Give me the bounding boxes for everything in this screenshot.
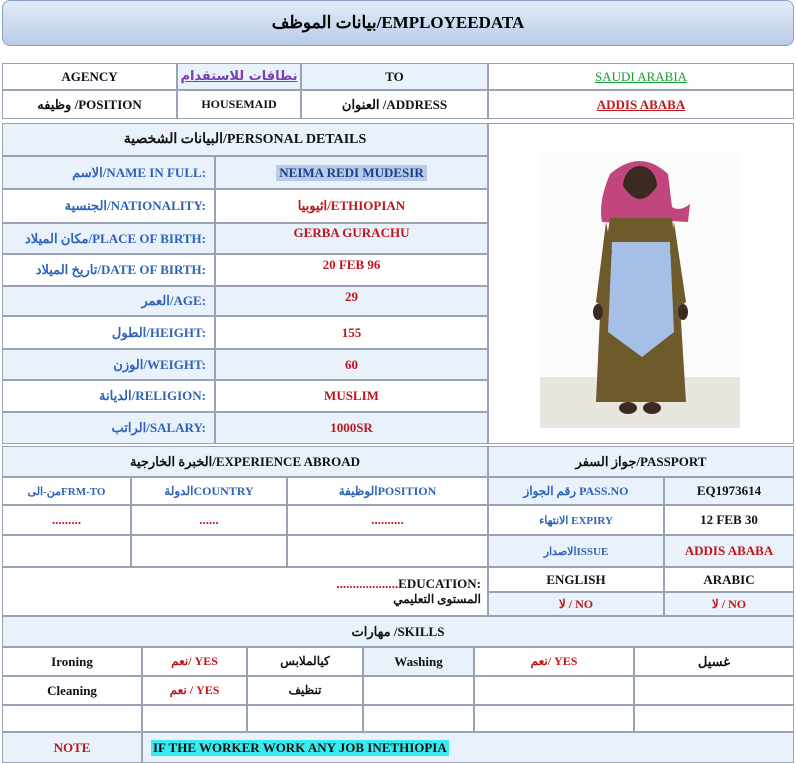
height-value-cell [215,316,488,349]
english-label-cell [488,567,664,592]
note-text-cell [142,732,794,763]
ironing-ar-cell [247,647,363,676]
issue-label: الاصدارISSUE [543,545,609,558]
height-label-cell [2,316,215,349]
ironing-ar: كيالملابس [280,654,330,668]
skills-title: مهارات /SKILLS [351,623,445,639]
arabic-value: لا / NO [711,596,747,611]
agency-label-cell [2,63,177,90]
note-label: NOTE [53,739,91,755]
birthdate-label: تاريخ الميلاد/DATE OF BIRTH: [35,262,206,277]
skills-empty-4 [2,705,142,732]
age-value-cell [215,286,488,316]
to-value-cell [488,63,794,90]
pass-no-label-cell [488,477,664,505]
worker-photo [540,152,740,428]
position-label: وظيفه /POSITION [37,96,142,112]
salary-value: 1000SR [330,420,373,435]
age-value: 29 [345,289,358,304]
age-label-cell [2,286,215,316]
expiry-value: 12 FEB 30 [700,512,758,527]
nationality-value-cell [215,189,488,223]
salary-label: الراتب/SALARY: [111,420,206,435]
exp-empty-1 [2,535,131,567]
cleaning-ar-cell [247,676,363,705]
washing-label-cell [363,647,474,676]
skills-header [2,616,794,647]
birthplace-label-cell [2,223,215,254]
weight-value-cell [215,349,488,380]
salary-value-cell [215,412,488,444]
address-label: العنوان /ADDRESS [341,96,448,112]
issue-value: ADDIS ABABA [684,543,774,558]
position-label-cell [2,90,177,119]
age-label: العمر/AGE: [141,293,206,308]
issue-value-cell [664,535,794,567]
exp-col-fromto-label: من-الىFRM-TO [27,485,106,498]
pass-no-value: EQ1973614 [696,483,762,498]
skills-empty-7 [363,705,474,732]
english-label: ENGLISH [546,571,606,587]
birthplace-value-cell [215,223,488,254]
education-label: EDUCATION: [398,576,481,591]
ironing-label-cell [2,647,142,676]
address-label-cell [301,90,488,119]
pass-no-value-cell [664,477,794,505]
english-value-cell [488,592,664,616]
ironing-label: Ironing [51,653,93,669]
exp-col-fromto [2,477,131,505]
birthdate-value-cell [215,254,488,286]
personal-details-header [2,123,488,156]
exp-empty-2 [131,535,287,567]
skills-empty-8 [474,705,634,732]
exp-empty-3 [287,535,488,567]
religion-label: الديانة/RELIGION: [99,388,206,403]
photo-frame [488,123,794,444]
religion-label-cell [2,380,215,412]
washing-ar-cell [634,647,794,676]
nationality-label: الجنسية/NATIONALITY: [64,198,206,213]
agency-label: AGENCY [61,68,118,84]
personal-details-title: البيانات الشخصية/PERSONAL DETAILS [123,132,367,147]
position-value: HOUSEMAID [201,97,277,111]
cleaning-label: Cleaning [47,682,97,698]
arabic-label-cell [664,567,794,592]
issue-label-cell [488,535,664,567]
exp-blank-fromto-text: ......... [51,512,82,527]
agency-value-cell [177,63,301,90]
education-cell [2,567,488,616]
note-text: IF THE WORKER WORK ANY JOB INETHIOPIA [153,739,447,755]
address-value: ADDIS ABABA [596,96,686,112]
exp-col-country [131,477,287,505]
page-title: بيانات الموظف/EMPLOYEEDATA [271,13,525,32]
passport-header [488,446,794,477]
skills-empty-1 [363,676,474,705]
pass-no-label: رقم الجواز PASS.NO [523,483,629,498]
address-value-cell [488,90,794,119]
to-label: TO [385,68,404,84]
arabic-value-cell [664,592,794,616]
religion-value: MUSLIM [324,388,379,403]
washing-value: نعم/ YES [530,654,578,668]
title-bar [2,0,794,46]
washing-value-cell [474,647,634,676]
weight-value: 60 [345,356,358,372]
exp-blank-fromto [2,505,131,535]
skills-empty-3 [634,676,794,705]
education-dots: ................... [336,576,399,591]
exp-blank-country-text: ...... [199,512,219,527]
exp-blank-position-text: .......... [371,512,404,527]
washing-label: Washing [394,653,443,669]
cleaning-value-cell [142,676,247,705]
birthplace-value: GERBA GURACHU [293,225,410,240]
cleaning-value: نعم / YES [169,683,220,697]
exp-col-position [287,477,488,505]
cleaning-label-cell [2,676,142,705]
arabic-label: ARABIC [703,571,755,587]
nationality-value: اثيوبيا/ETHIOPIAN [297,198,406,213]
exp-blank-country [131,505,287,535]
cleaning-ar: تنظيف [288,683,322,697]
skills-empty-9 [634,705,794,732]
experience-title: الخبرة الخارجية/EXPERIENCE ABROAD [130,453,360,469]
education-line [336,576,481,592]
exp-col-position-label: الوظيفةPOSITION [338,483,437,498]
ironing-value: نعم/ YES [171,654,218,668]
birthplace-label: مكان الميلاد/PLACE OF BIRTH: [25,230,206,246]
exp-col-country-label: الدولةCOUNTRY [164,483,254,498]
to-label-cell [301,63,488,90]
note-label-cell [2,732,142,763]
name-value: NEIMA REDI MUDESIR [276,165,426,181]
ironing-value-cell [142,647,247,676]
expiry-value-cell [664,505,794,535]
weight-label-cell [2,349,215,380]
exp-blank-position [287,505,488,535]
expiry-label-cell [488,505,664,535]
name-label: الاسم/NAME IN FULL: [72,164,206,180]
experience-header [2,446,488,477]
height-value: 155 [341,324,362,340]
position-value-cell [177,90,301,119]
skills-empty-2 [474,676,634,705]
weight-label: الوزن/WEIGHT: [113,356,206,372]
agency-value: نطاقات للاستقدام [180,69,298,84]
height-label: الطول/HEIGHT: [111,324,206,340]
salary-label-cell [2,412,215,444]
education-label-ar: المستوى التعليمي [393,592,481,606]
expiry-label: الانتهاء EXPIRY [539,514,613,527]
washing-ar: غسيل [697,653,731,669]
english-value: لا / NO [558,596,594,611]
birthdate-label-cell [2,254,215,286]
passport-title: جواز السفر/PASSPORT [575,453,707,469]
name-label-cell [2,156,215,189]
nationality-label-cell [2,189,215,223]
to-value: SAUDI ARABIA [594,68,688,84]
skills-empty-5 [142,705,247,732]
skills-empty-6 [247,705,363,732]
name-value-cell [215,156,488,189]
birthdate-value: 20 FEB 96 [322,257,381,272]
religion-value-cell [215,380,488,412]
